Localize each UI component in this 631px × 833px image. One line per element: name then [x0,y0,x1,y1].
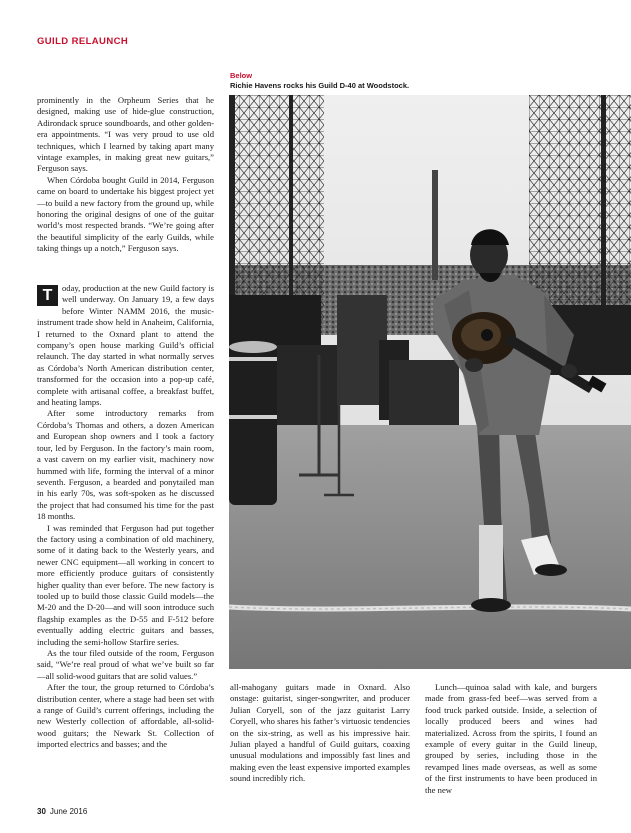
section-label: GUILD RELAUNCH [37,36,129,47]
column-3 [425,682,597,796]
column-1-top [37,95,214,255]
dropcap-paragraph [37,283,214,408]
paragraph: all-mahogany guitars made in Oxnard. Also onstage: guitarist, singer-songwriter, and producer Julian Coryell, son of the jazz guitarist Larry Coryell, who shares his father’s virtuosic tendencies on the six-string, as well as his impressive hair. Julian played a handful of Guild guitars, coaxing unusual modulations and impossibly fast lines and making even the least expensive imported examples sound incredibly rich. [230,682,410,784]
woodstock-photo [229,95,631,669]
column-2 [230,682,410,785]
paragraph: When Córdoba bought Guild in 2014, Ferguson came on board to undertake his biggest project yet—to build a new factory from the ground up, while honoring the original designs of one of the guitar world’s most respected brands. “We’re going after the beautiful simplicity of the early Guilds, while taking things up a notch,” Ferguson says. [37,174,214,254]
drop-cap: T [37,285,58,306]
page-footer [37,807,87,816]
column-1-bottom [37,283,214,751]
paragraph: As the tour filed outside of the room, Ferguson said, “We’re real proud of what we’ve built so far—all solid-wood guitars that are solid values.” [37,648,214,681]
caption-head: Below [230,71,253,80]
dropcap-text: oday, production at the new Guild factory is well underway. On January 19, a few days before Winter NAMM 2016, the music-instrument trade show held in Anaheim, California, I returned to the Oxnard plant to attend the company’s open house marking Guild’s official relaunch. The day started in what normally serves as Córdoba’s North American distribution center, transformed for the occasion into a pop-up café, complete with artisanal coffee, a breakfast buffet, and heating lamps. [37,283,214,408]
paragraph: prominently in the Orpheum Series that he designed, making use of hide-glue construction, Adirondack spruce soundboards, and other golden-era appointments. “I was very proud to use old techniques, which I learned by taking apart many vintage examples, in making great new guitars,” Ferguson says. [37,95,214,174]
paragraph: After the tour, the group returned to Córdoba’s distribution center, where a stage had been set with a range of Guild’s current offerings, including the new Westerly collection of affordable, all-solid-wood guitars; the Newark St. Collection of imported electrics and basses; and the [37,682,214,750]
paragraph: After some introductory remarks from Córdoba’s Thomas and others, a dozen American and European shop owners and I took a factory tour, led by Ferguson. In the factory’s main room, a vast cavern on my earlier visit, machinery now hummed with life, forming the interval of a minor seventh. Ferguson, a bearded and ponytailed man in his early 70s, was soft-spoken as he discussed the project that had consumed his time for the past 18 months. [37,408,214,522]
paragraph: I was reminded that Ferguson had put together the factory using a combination of old machinery, some of it dating back to the Westerly years, and newer CNC equipment—all working in concert to more efficiently produce guitars of consistently higher quality than ever before. The new factory is tooled up to build those classic Guild models—the M-20 and the D-20—and will soon introduce such flagship examples as the D-55 and F-512 before eventually adding electric guitars and basses, including the semi-hollow Starfire series. [37,522,214,647]
paragraph: Lunch—quinoa salad with kale, and burgers made from grass-fed beef—was served from a food truck parked outside. Inside, a selection of locally produced beers and wines had materialized. Across from the spirits, I found an example of every guitar in the Guild lineup, grouped by series, including those in the revamped lines made overseas, as well as some of the first instruments to have been produced in the new [425,682,597,795]
page-number: 30 [37,807,46,816]
caption-text: Richie Havens rocks his Guild D-40 at Woodstock. [230,81,410,90]
issue-date: June 2016 [49,807,88,816]
